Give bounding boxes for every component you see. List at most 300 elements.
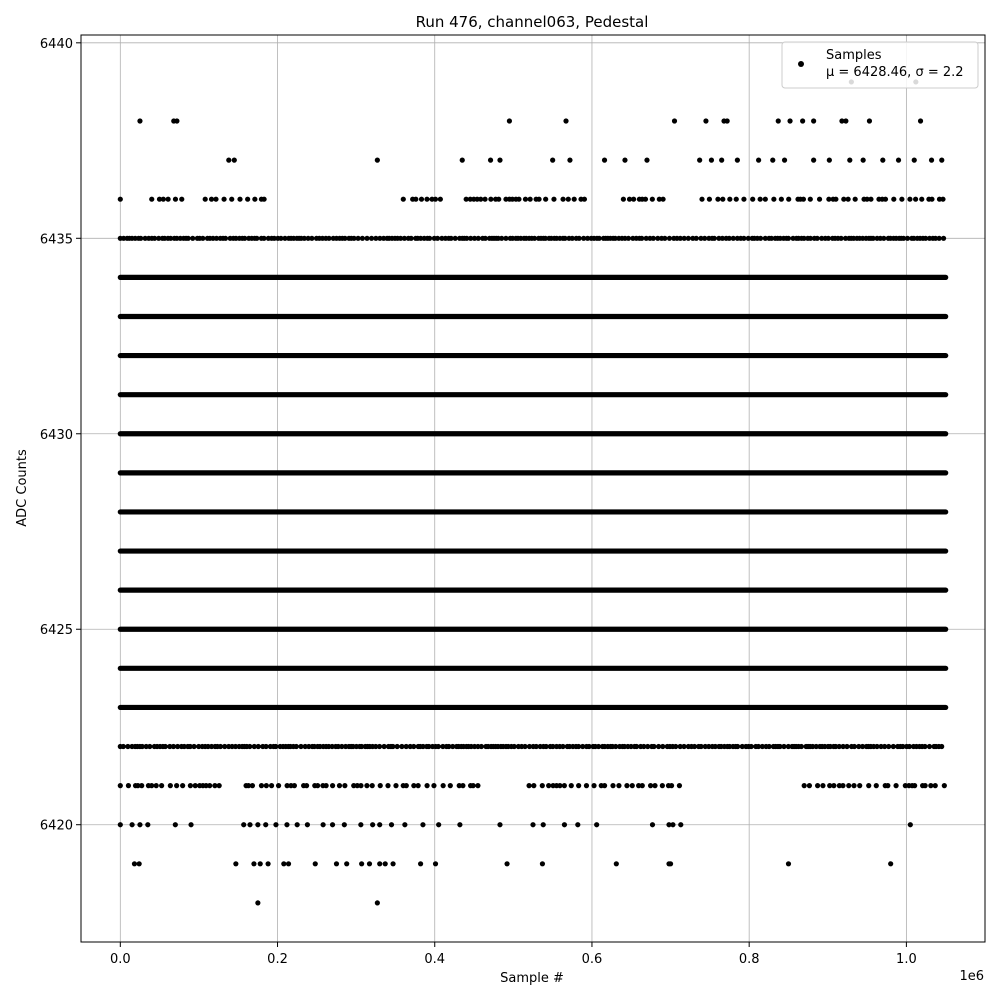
data-point [831,783,836,788]
x-axis-offset-text: 1e6 [959,969,984,984]
data-point [358,783,363,788]
data-point [321,822,326,827]
data-point [616,783,621,788]
data-point [232,158,237,163]
data-point [678,822,683,827]
data-point [883,197,888,202]
data-point [942,783,947,788]
data-point [294,744,299,749]
data-point [256,744,261,749]
data-point [269,783,274,788]
data-point [258,861,263,866]
data-point [908,822,913,827]
data-point [640,783,645,788]
data-point [758,236,763,241]
data-point [145,822,150,827]
data-point [786,197,791,202]
data-point [815,236,820,241]
data-point [648,783,653,788]
data-point [913,197,918,202]
data-point [118,822,123,827]
data-point [375,158,380,163]
data-point [668,861,673,866]
data-point [918,118,923,123]
data-point [919,197,924,202]
data-point [844,744,849,749]
data-point [771,197,776,202]
data-point [173,197,178,202]
data-point [121,744,126,749]
data-point [385,783,390,788]
data-point [251,861,256,866]
data-point [229,197,234,202]
data-point [395,744,400,749]
data-point [254,236,259,241]
data-point [662,236,667,241]
data-point [750,197,755,202]
data-point [912,158,917,163]
data-point [610,783,615,788]
data-point [786,861,791,866]
data-point [255,900,260,905]
data-point [838,236,843,241]
data-point [899,197,904,202]
data-point [436,744,441,749]
data-point [933,783,938,788]
data-point [630,783,635,788]
data-point [843,118,848,123]
data-point [313,861,318,866]
data-point [188,822,193,827]
data-point [364,783,369,788]
data-point [886,744,891,749]
y-axis-label: ADC Counts [15,449,30,527]
data-point [846,197,851,202]
data-point [523,197,528,202]
data-point [847,158,852,163]
data-point [526,783,531,788]
data-point [594,822,599,827]
data-point [621,197,626,202]
data-point [273,822,278,827]
data-point [874,783,879,788]
data-point [673,744,678,749]
data-point [562,822,567,827]
data-point [431,783,436,788]
data-point [763,197,768,202]
data-point [939,158,944,163]
data-point [817,197,822,202]
data-point [815,783,820,788]
data-point [531,783,536,788]
data-point [715,197,720,202]
data-point [126,783,131,788]
data-point [699,197,704,202]
data-point [427,236,432,241]
data-point [259,783,264,788]
data-point [286,861,291,866]
x-tick-label: 0.2 [267,952,288,967]
data-point [614,861,619,866]
data-point [651,236,656,241]
data-point [853,197,858,202]
data-point [344,861,349,866]
data-point [342,783,347,788]
data-point [370,822,375,827]
data-point [846,783,851,788]
data-point [540,783,545,788]
data-point [359,861,364,866]
data-point [543,197,548,202]
data-point [433,197,438,202]
x-tick-label: 1.0 [896,952,917,967]
data-point [840,783,845,788]
data-point [375,900,380,905]
data-point [880,158,885,163]
data-point [424,197,429,202]
data-point [602,783,607,788]
data-point [566,197,571,202]
data-point [471,783,476,788]
data-point [546,783,551,788]
data-point [496,197,501,202]
data-point [147,744,152,749]
x-axis-label: Sample # [500,971,564,986]
data-point [166,197,171,202]
data-point [154,783,159,788]
data-point [247,822,252,827]
data-point [255,822,260,827]
data-point [652,783,657,788]
data-point [811,118,816,123]
data-point [168,783,173,788]
data-point [703,118,708,123]
data-point [334,861,339,866]
data-point [516,197,521,202]
data-point [891,197,896,202]
data-point [712,236,717,241]
data-point [709,158,714,163]
data-point [929,158,934,163]
data-point [237,197,242,202]
data-point [734,197,739,202]
data-point [686,236,691,241]
data-point [530,822,535,827]
data-point [263,822,268,827]
data-point [741,197,746,202]
data-point [413,197,418,202]
data-point [885,783,890,788]
data-point [650,822,655,827]
data-point [190,236,195,241]
data-point [631,197,636,202]
data-point [409,236,414,241]
data-point [891,744,896,749]
data-point [438,197,443,202]
data-point [264,783,269,788]
data-point [727,197,732,202]
data-point [650,197,655,202]
data-point [808,197,813,202]
data-point [304,783,309,788]
data-point [801,197,806,202]
data-point [624,783,629,788]
data-point [929,197,934,202]
data-point [677,783,682,788]
y-tick-label: 6420 [39,818,73,834]
data-point [419,197,424,202]
data-point [802,783,807,788]
legend [782,42,978,88]
data-point [377,744,382,749]
data-point [939,744,944,749]
data-point [639,236,644,241]
data-point [245,197,250,202]
data-point [707,197,712,202]
legend-marker [798,61,804,67]
data-point [827,158,832,163]
data-point [749,744,754,749]
data-point [569,783,574,788]
data-point [378,783,383,788]
data-point [582,197,587,202]
data-point [820,783,825,788]
data-point [720,197,725,202]
x-tick-label: 0.6 [581,952,603,967]
data-point [209,197,214,202]
data-point [560,197,565,202]
data-point [643,197,648,202]
data-point [770,158,775,163]
data-point [551,197,556,202]
data-point [540,861,545,866]
data-point [342,822,347,827]
data-point [188,783,193,788]
data-point [922,744,927,749]
data-point [433,861,438,866]
data-point [315,783,320,788]
data-point [420,822,425,827]
data-point [927,744,932,749]
data-point [292,783,297,788]
chart-title: Run 476, channel063, Pedestal [415,13,649,31]
data-point [735,158,740,163]
data-point [940,197,945,202]
data-point [504,861,509,866]
data-point [129,822,134,827]
y-tick-label: 6435 [39,232,73,248]
data-point [697,158,702,163]
data-point [295,822,300,827]
data-point [867,118,872,123]
data-point [118,197,123,202]
data-point [562,783,567,788]
data-point [735,744,740,749]
data-point [719,158,724,163]
data-point [941,236,946,241]
data-point [893,783,898,788]
x-tick-label: 0.0 [109,952,131,967]
data-point [377,822,382,827]
data-point [217,783,222,788]
data-point [928,783,933,788]
data-point [536,197,541,202]
data-point [203,197,208,202]
data-point [488,197,493,202]
data-point [866,783,871,788]
data-point [651,744,656,749]
data-point [364,236,369,241]
data-point [776,118,781,123]
data-point [672,118,677,123]
data-point [223,236,228,241]
data-point [575,822,580,827]
data-point [923,783,928,788]
data-point [457,822,462,827]
data-point [626,236,631,241]
data-point [161,197,166,202]
data-point [448,783,453,788]
data-point [497,822,502,827]
data-point [787,118,792,123]
data-point [226,158,231,163]
data-point [912,783,917,788]
data-point [756,158,761,163]
data-point [460,783,465,788]
data-point [725,118,730,123]
data-point [367,861,372,866]
legend-series-label: Samples [826,48,882,63]
data-point [782,158,787,163]
data-point [337,783,342,788]
data-point [857,783,862,788]
data-point [577,236,582,241]
data-point [137,118,142,123]
data-point [163,744,168,749]
data-point [402,822,407,827]
data-point [330,783,335,788]
data-point [159,783,164,788]
data-point [622,158,627,163]
data-point [453,236,458,241]
data-point [377,861,382,866]
data-point [800,118,805,123]
data-point [482,197,487,202]
data-point [149,197,154,202]
data-point [670,822,675,827]
data-point [660,197,665,202]
data-point [758,197,763,202]
data-point [370,783,375,788]
data-point [139,783,144,788]
data-point [404,783,409,788]
data-point [193,783,198,788]
data-point [179,197,184,202]
data-point [284,822,289,827]
data-point [550,158,555,163]
data-point [541,822,546,827]
data-point [137,861,142,866]
data-point [557,783,562,788]
data-point [424,783,429,788]
data-point [602,158,607,163]
data-point [186,236,191,241]
data-point [250,783,255,788]
data-point [488,158,493,163]
data-point [660,783,665,788]
data-point [563,118,568,123]
data-point [416,783,421,788]
data-point [401,197,406,202]
data-point [261,197,266,202]
data-point [460,158,465,163]
data-point [247,744,252,749]
data-point [252,197,257,202]
data-point [779,197,784,202]
data-point [383,861,388,866]
data-point [811,158,816,163]
data-point [191,744,196,749]
data-point [644,158,649,163]
data-point [528,197,533,202]
y-tick-label: 6425 [39,623,73,639]
data-point [418,861,423,866]
data-point [358,822,363,827]
data-point [180,783,185,788]
data-point [507,118,512,123]
data-point [807,783,812,788]
data-point [669,783,674,788]
data-point [861,158,866,163]
data-point [868,197,873,202]
data-point [324,783,329,788]
x-tick-label: 0.8 [738,952,760,967]
data-point [896,158,901,163]
data-point [276,783,281,788]
x-tick-label: 0.4 [424,952,446,967]
data-point [330,822,335,827]
y-tick-label: 6440 [39,36,73,52]
data-point [200,236,205,241]
data-point [411,744,416,749]
data-point [881,236,886,241]
data-point [497,158,502,163]
data-point [591,783,596,788]
data-point [584,783,589,788]
data-point [305,822,310,827]
data-point [241,822,246,827]
data-point [393,783,398,788]
data-point [441,783,446,788]
data-point [174,118,179,123]
data-point [576,783,581,788]
data-point [888,861,893,866]
data-point [207,783,212,788]
data-point [221,197,226,202]
data-point [907,197,912,202]
data-point [281,861,286,866]
data-point [174,783,179,788]
data-point [149,783,154,788]
data-point [799,744,804,749]
data-point [233,861,238,866]
data-point [390,861,395,866]
data-point [786,236,791,241]
data-point [173,822,178,827]
data-point [660,744,665,749]
data-point [132,861,137,866]
data-point [360,236,365,241]
